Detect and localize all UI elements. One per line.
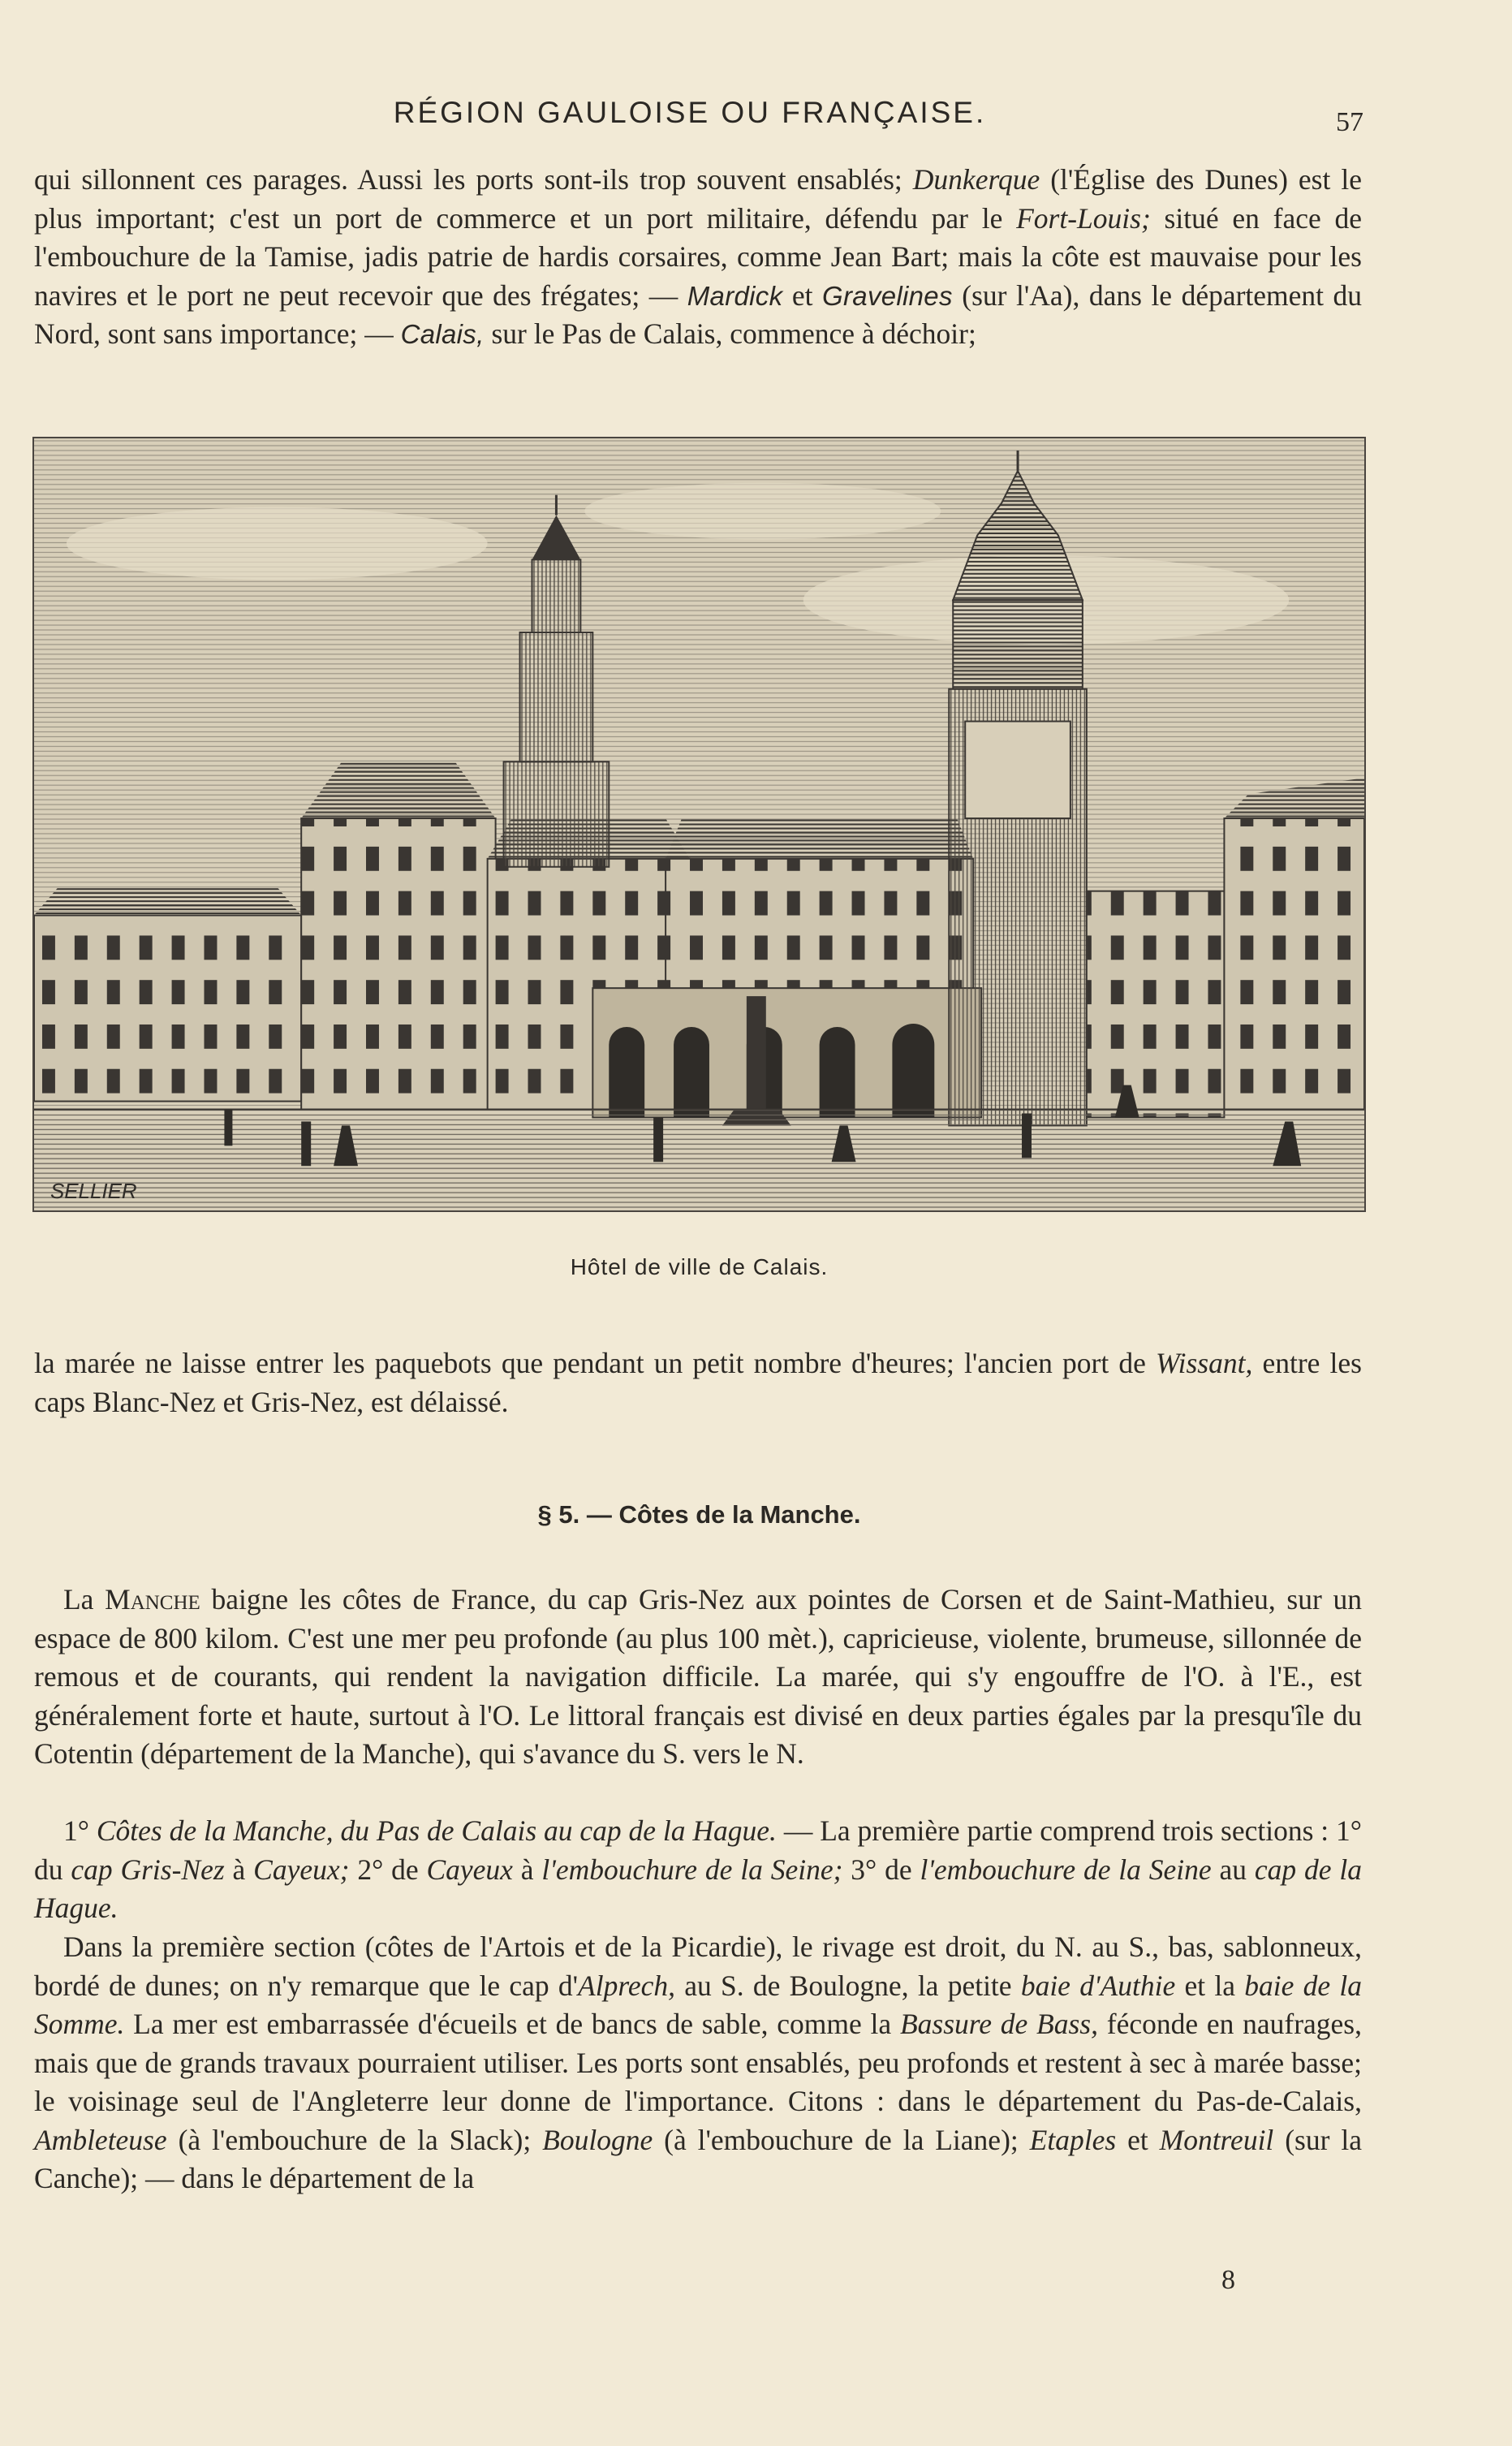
figure-caption: Hôtel de ville de Calais. — [570, 1254, 829, 1279]
place-mardick: Mardick — [687, 280, 783, 311]
running-title: RÉGION GAULOISE OU FRANÇAISE. — [393, 96, 987, 129]
place-calais: Calais, — [400, 319, 485, 349]
signature-mark: 8 — [1221, 2265, 1235, 2295]
paragraph-cotes-sections: 1° Côtes de la Manche, du Pas de Calais au cap de la Hague. — La première partie comprend trois sections : 1° du cap Gris-Nez à Cayeux; 2° de Cayeux à l'embouchure de la Seine; 3° de l'embouchure de la Seine au cap de la Hague. — [34, 1814, 1362, 1924]
paragraph-ports-nord: qui sillonnent ces parages. Aussi les ports sont-ils trop souvent ensablés; Dunkerque (l'Église des Dunes) est le plus important; c'est un port de commerce et un port militaire, défendu par le Fort-Louis; situé en face de l'embouchure de la Tamise, jadis patrie de hardis corsaires, comme Jean Bart; mais la côte est mauvaise pour les navires et le port ne peut recevoir que des frégates; — Mardick et Gravelines (sur l'Aa), dans le département du Nord, sont sans importance; — Calais, sur le Pas de Calais, commence à déchoir; — [34, 163, 1363, 350]
engraver-signature: SELLIER — [50, 1180, 137, 1204]
running-head — [32, 96, 1363, 136]
paragraph-premiere-section: Dans la première section (côtes de l'Artois et de la Picardie), le rivage est droit, du N. au S., bas, sablonneux, bordé de dunes; on n'y remarque que le cap d'Alprech, au S. de Boulogne, la petite baie d'Authie et la baie de la Somme. La mer est embarrassée d'écueils et de bancs de sable, comme la Bassure de Bass, féconde en naufrages, mais que de grands travaux pourraient utiliser. Les ports sont ensablés, peu profonds et restent à sec à marée basse; le voisinage seul de l'Angleterre leur donne de l'importance. Citons : dans le département du Pas-de-Calais, Ambleteuse (à l'embouchure de la Slack); Boulogne (à l'embouchure de la Liane); Etaples et Montreuil (sur la Canche); — dans le département de la — [34, 1930, 1362, 2194]
subsection-title: Côtes de la Manche, du Pas de Calais au cap de la Hague. — [96, 1814, 777, 1847]
place-fort-louis: Fort-Louis; — [1016, 201, 1151, 235]
place-dunkerque: Dunkerque — [912, 163, 1040, 196]
engraving-hotel-de-ville-calais — [32, 437, 1366, 1212]
paragraph-calais-maree: la marée ne laisse entrer les paquebots que pendant un petit nombre d'heures; l'ancien port de Wissant, entre les caps Blanc-Nez et Gris-Nez, est délaissé. — [34, 1347, 1362, 1418]
paragraph-manche-intro: La Manche baigne les côtes de France, du cap Gris-Nez aux pointes de Corsen et de Saint-Mathieu, sur un espace de 800 kilom. C'est une mer peu profonde (au plus 100 mèt.), capricieuse, violente, brumeuse, sillonnée de remous et de courants, qui rendent la navigation difficile. La marée, qui s'y engouffre de l'O. à l'E., est généralement forte et haute, surtout à l'O. Le littoral français est divisé en deux parties égales par la presqu'île du Cotentin (département de la Manche), qui s'avance du S. vers le N. — [34, 1583, 1362, 1770]
section-heading: § 5. — Côtes de la Manche. — [537, 1500, 861, 1529]
page-number: 57 — [1336, 107, 1363, 137]
place-gravelines: Gravelines — [822, 280, 953, 311]
term-manche: Manche — [105, 1583, 200, 1616]
place-wissant: Wissant, — [1155, 1347, 1253, 1379]
engraving-illustration — [34, 438, 1364, 1210]
